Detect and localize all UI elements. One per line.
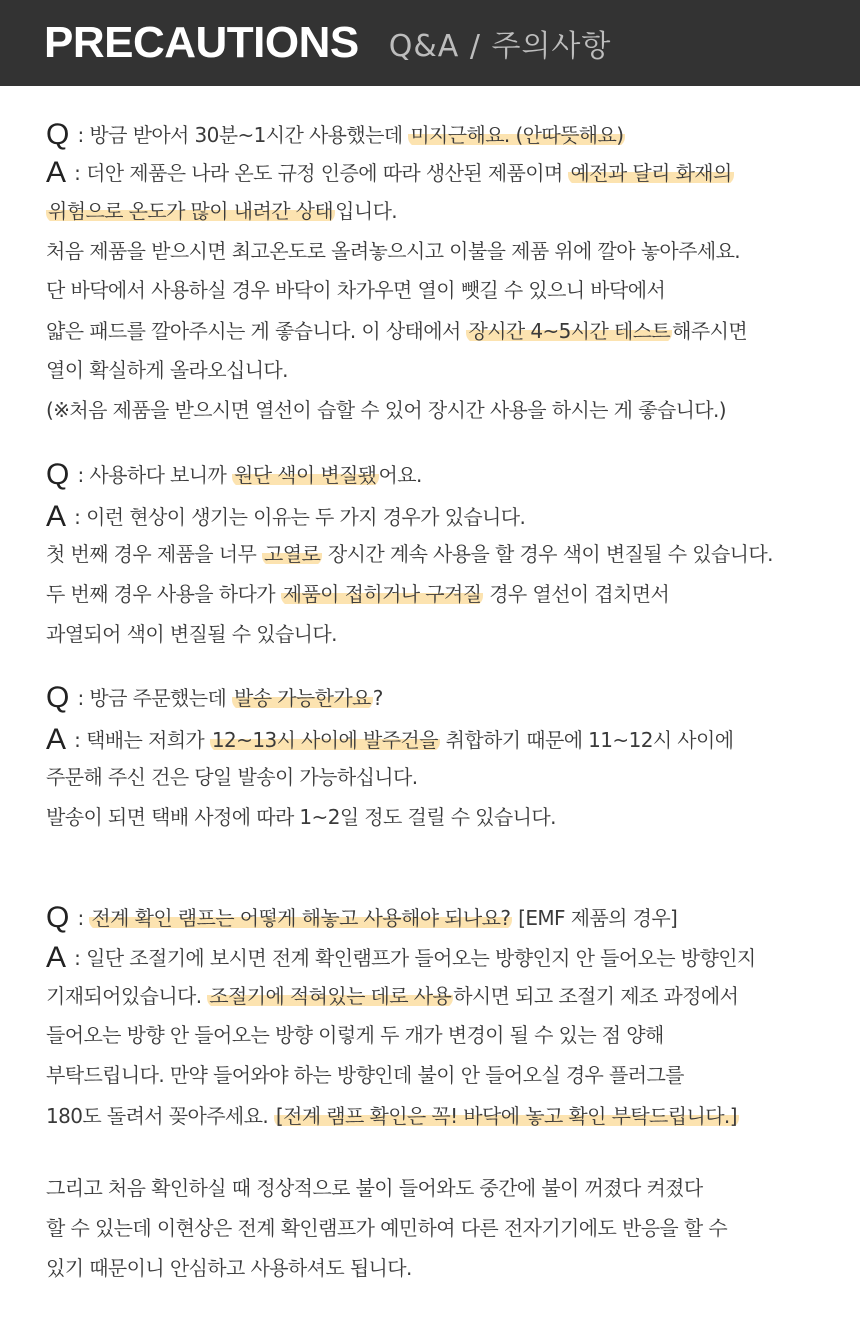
text-line: [46, 1096, 854, 1136]
body-text: 할 수 있는데 이현상은 전계 확인램프가 예민하여 다른 전자기기에도 반응을 할 수: [46, 1216, 728, 1240]
text-line: [46, 231, 854, 271]
body-text: 첫 번째 경우 제품을 너무: [46, 542, 262, 566]
text-line: [46, 676, 854, 716]
body-text: (※처음 제품을 받으시면 열선이 습할 수 있어 장시간 사용을 하시는 게 좋습니다.): [46, 398, 726, 422]
text-line: [46, 936, 854, 976]
text-line: [46, 151, 854, 191]
text-line: [46, 1055, 854, 1095]
highlighted-text: 원단 색이 변질됐: [233, 463, 377, 487]
highlighted-text: 고열로: [264, 542, 321, 566]
body-text: 처음 제품을 받으시면 최고온도로 올려놓으시고 이불을 제품 위에 깔아 놓아주세요.: [46, 239, 741, 263]
body-text: 과열되어 색이 변질될 수 있습니다.: [46, 622, 337, 646]
highlighted-text: 제품이 접히거나 구겨질: [282, 582, 482, 606]
body-text: 취합하기 때문에 11~12시 사이에: [439, 728, 734, 752]
text-line: [46, 797, 854, 837]
body-text: 부탁드립니다. 만약 들어와야 하는 방향인데 불이 안 들어오실 경우 플러그를: [46, 1063, 684, 1087]
body-text: 어요.: [378, 463, 422, 487]
highlighted-text: 발송 가능한가요: [233, 686, 371, 710]
question-marker: Q: [46, 118, 69, 151]
body-text: : 택배는 저희가: [68, 728, 210, 752]
question-marker: Q: [46, 901, 69, 934]
body-text: 입니다.: [335, 199, 398, 223]
body-text: 있기 때문이니 안심하고 사용하셔도 됩니다.: [46, 1256, 412, 1280]
qa-content: [0, 86, 860, 1329]
text-line: [46, 574, 854, 614]
highlighted-text: 미지근해요. (안따뜻해요): [410, 123, 624, 147]
text-line: [46, 896, 854, 936]
highlighted-text: 조절기에 적혀있는 데로 사용: [209, 984, 452, 1008]
body-text: : 방금 받아서 30분~1시간 사용했는데: [71, 123, 409, 147]
text-line: [46, 191, 854, 231]
body-text: [EMF 제품의 경우]: [512, 906, 678, 930]
text-line: [46, 614, 854, 654]
text-line: [46, 350, 854, 390]
body-text: 경우 열선이 겹치면서: [483, 582, 670, 606]
page-title: PRECAUTIONS: [44, 18, 359, 67]
highlighted-text: 12~13시 사이에 발주건을: [211, 728, 438, 752]
text-line: [46, 270, 854, 310]
text-line: [46, 1015, 854, 1055]
text-line: [46, 757, 854, 797]
body-text: : 더안 제품은 나라 온도 규정 인증에 따라 생산된 제품이며: [68, 161, 569, 185]
question-marker: Q: [46, 681, 69, 714]
text-line: [46, 1168, 854, 1208]
answer-marker: A: [46, 156, 66, 189]
text-line: [46, 1208, 854, 1248]
text-line: [46, 453, 854, 493]
body-text: :: [71, 906, 90, 930]
highlighted-text: 장시간 4~5시간 테스트: [468, 319, 671, 343]
body-text: : 이런 현상이 생기는 이유는 두 가지 경우가 있습니다.: [68, 505, 526, 529]
text-line: [46, 390, 854, 430]
body-text: ?: [372, 686, 383, 710]
header-bar: [0, 0, 860, 86]
body-text: 주문해 주신 건은 당일 발송이 가능하십니다.: [46, 765, 418, 789]
body-text: : 일단 조절기에 보시면 전계 확인램프가 들어오는 방향인지 안 들어오는 방향인지: [68, 946, 756, 970]
body-text: 하시면 되고 조절기 제조 과정에서: [453, 984, 739, 1008]
text-line: [46, 495, 854, 535]
text-line: [46, 534, 854, 574]
body-text: 들어오는 방향 안 들어오는 방향 이렇게 두 개가 변경이 될 수 있는 점 양해: [46, 1023, 664, 1047]
body-text: 해주시면: [672, 319, 748, 343]
body-text: 발송이 되면 택배 사정에 따라 1~2일 정도 걸릴 수 있습니다.: [46, 805, 556, 829]
answer-marker: A: [46, 500, 66, 533]
body-text: 기재되어있습니다.: [46, 984, 208, 1008]
body-text: : 방금 주문했는데: [71, 686, 232, 710]
highlighted-text: 예전과 달리 화재의: [570, 161, 732, 185]
answer-marker: A: [46, 723, 66, 756]
text-line: [46, 113, 854, 153]
text-line: [46, 1248, 854, 1288]
body-text: 두 번째 경우 사용을 하다가: [46, 582, 281, 606]
highlighted-text: 전계 확인 램프는 어떻게 해놓고 사용해야 되나요?: [91, 906, 511, 930]
text-line: [46, 976, 854, 1016]
page-subtitle: Q&A / 주의사항: [388, 29, 612, 64]
answer-marker: A: [46, 941, 66, 974]
question-marker: Q: [46, 458, 69, 491]
highlighted-text: 위험으로 온도가 많이 내려간 상태: [48, 199, 334, 223]
body-text: 180도 돌려서 꽂아주세요.: [46, 1104, 274, 1128]
body-text: 그리고 처음 확인하실 때 정상적으로 불이 들어와도 중간에 불이 꺼졌다 켜졌다: [46, 1176, 703, 1200]
text-line: [46, 311, 854, 351]
body-text: 장시간 계속 사용을 할 경우 색이 변질될 수 있습니다.: [322, 542, 773, 566]
body-text: 얇은 패드를 깔아주시는 게 좋습니다. 이 상태에서: [46, 319, 467, 343]
highlighted-text: [전계 램프 확인은 꼭! 바닥에 놓고 확인 부탁드립니다.]: [275, 1104, 737, 1128]
text-line: [46, 718, 854, 758]
body-text: 단 바닥에서 사용하실 경우 바닥이 차가우면 열이 뺏길 수 있으니 바닥에서: [46, 278, 666, 302]
body-text: 열이 확실하게 올라오십니다.: [46, 358, 288, 382]
body-text: : 사용하다 보니까: [71, 463, 232, 487]
